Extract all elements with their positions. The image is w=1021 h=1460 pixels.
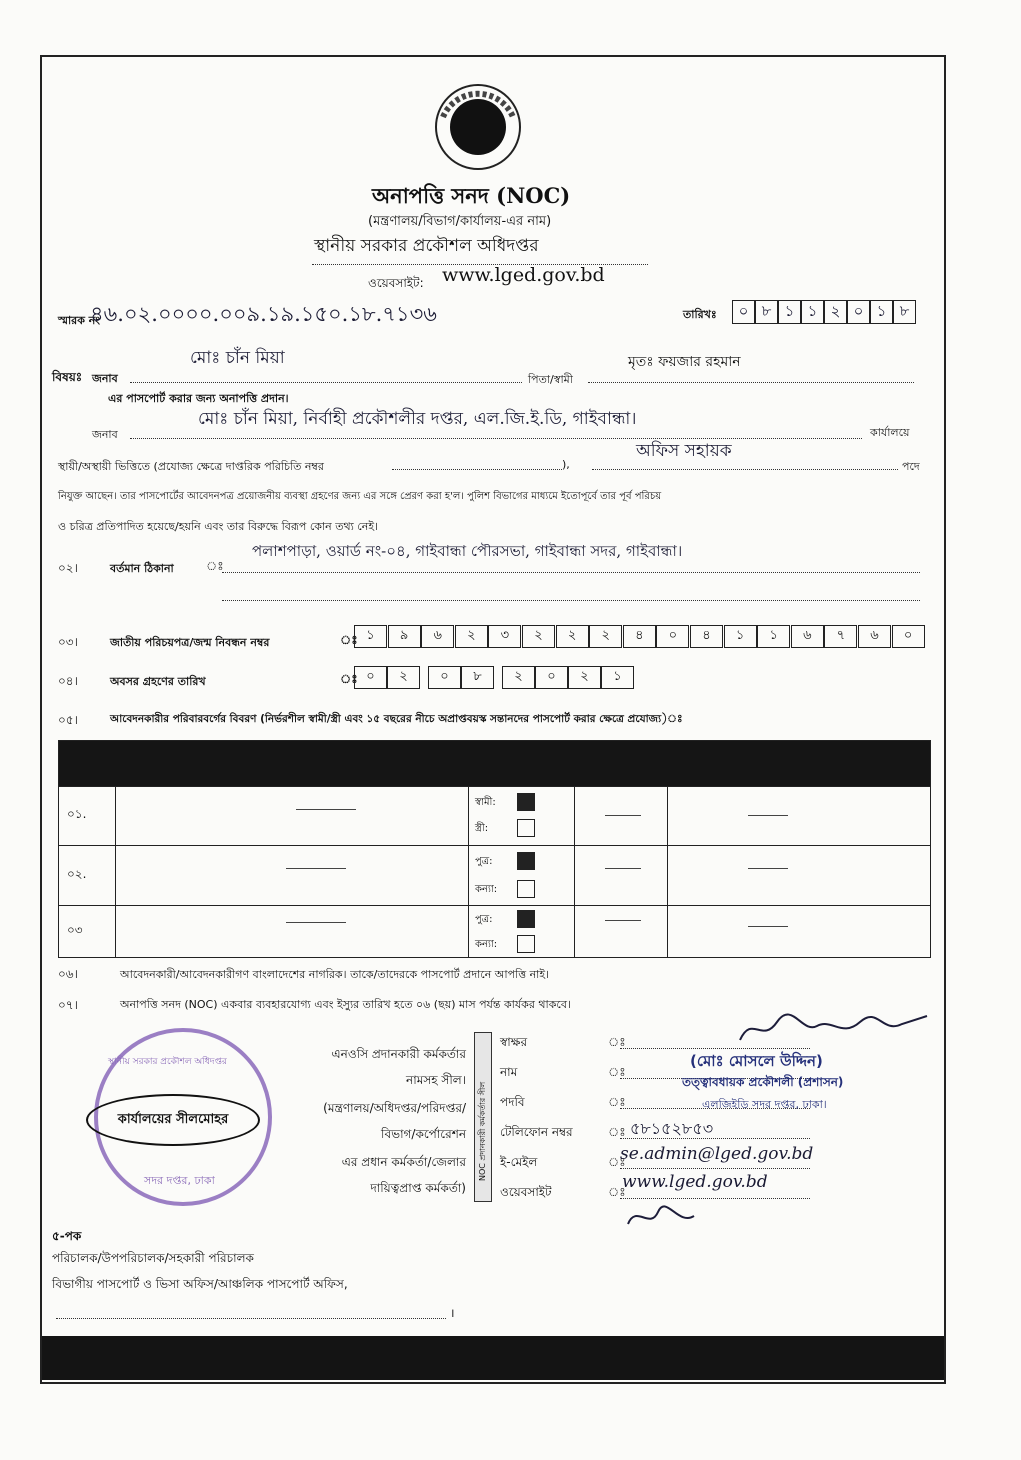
retirement-digit-box: ০	[354, 666, 387, 689]
signatory-email: se.admin@lged.gov.bd	[620, 1144, 814, 1164]
relation-checkbox-2[interactable]	[517, 880, 535, 898]
retirement-digit-box: ৮	[461, 666, 494, 689]
post-suffix: পদে	[902, 460, 920, 473]
recipient-line-2: বিভাগীয় পাসপোর্ট ও ভিসা অফিস/আঞ্চলিক পাসপোর্ট অফিস,	[52, 1277, 348, 1291]
relation-checkbox-2[interactable]	[517, 935, 535, 953]
signatory-field-colon: ঃ	[608, 1065, 626, 1079]
relation-checkbox-1[interactable]	[517, 852, 535, 870]
family-table-header	[59, 741, 931, 787]
recipient-dotted-line	[56, 1318, 446, 1319]
item06-number: ০৬।	[58, 967, 78, 981]
signatory-field-colon: ঃ	[608, 1155, 626, 1169]
nid-digit-box: ০	[892, 625, 925, 648]
father-line	[588, 382, 914, 383]
family-table-row-3	[59, 906, 931, 958]
nid-digit-box: ২	[455, 625, 488, 648]
body-paragraph-2: ও চরিত্র প্রতিপাদিত হয়েছে/হয়নি এবং তার বিরুদ্ধে বিরূপ কোন তথ্য নেই।	[58, 520, 378, 533]
date-digit-box: ২	[824, 300, 847, 324]
retirement-digit-box: ২	[568, 666, 601, 689]
row-number: ০২.	[59, 846, 116, 906]
item04-colon: ঃ	[340, 672, 358, 686]
signatory-field-colon: ঃ	[608, 1185, 626, 1199]
body-paragraph-1: নিযুক্ত আছেন। তার পাসপোর্টের আবেদনপত্র প্রয়োজনীয় ব্যবস্থা গ্রহণের জন্য এর সঙ্গে প্রেরণ করা হ'ল। পুলিশ বিভাগের মাধ্যমে ইতোপূর্বে তার পূর্ব পরিচয়	[58, 491, 662, 502]
office-suffix: কার্যালয়ে	[870, 426, 910, 439]
date-digit-box: ৮	[893, 300, 916, 324]
date-digit-box: ১	[870, 300, 893, 324]
office-seal-text: কার্যালয়ের সীলমোহর	[117, 1111, 229, 1127]
item04-label: অবসর গ্রহণের তারিখ	[110, 675, 206, 688]
row-nid-cell	[668, 906, 931, 958]
nid-digit-box: ২	[522, 625, 555, 648]
subject-name: মোঃ চাঁন মিয়া	[190, 348, 285, 368]
office-seal-label	[86, 1094, 260, 1146]
date-label: তারিখঃ	[683, 308, 717, 321]
subject-line2: এর পাসপোর্ট করার জন্য অনাপত্তি প্রদান।	[108, 392, 289, 405]
signatory-left-line: এনওসি প্রদানকারী কর্মকর্তার	[331, 1047, 466, 1061]
signatory-phone: ৫৮১৫২৮৫৩	[630, 1119, 714, 1138]
row-relation-cell	[469, 787, 575, 846]
vertical-stamp	[474, 1032, 492, 1202]
relation-option-2: কন্যা:	[475, 939, 498, 950]
retirement-digit-box: ০	[535, 666, 568, 689]
row-name-cell	[116, 906, 469, 958]
relation-option-2: স্ত্রী:	[475, 823, 489, 834]
tenure-line	[392, 469, 562, 470]
signatory-website: www.lged.gov.bd	[622, 1172, 768, 1192]
family-table-row-2	[59, 846, 931, 906]
address-line-2	[222, 600, 920, 601]
subject-janab: জনাব	[92, 372, 118, 385]
website-label: ওয়েবসাইট:	[368, 276, 424, 290]
nid-digit-box: ৬	[858, 625, 891, 648]
item02-label: বর্তমান ঠিকানা	[110, 562, 174, 575]
tenure-close: ),	[562, 458, 570, 471]
nid-digit-box: ০	[656, 625, 689, 648]
signatory-field-label: স্বাক্ষর	[500, 1035, 528, 1049]
row-nid-cell	[668, 846, 931, 906]
signatory-field-label: পদবি	[500, 1095, 525, 1109]
date-digit-box: ০	[847, 300, 870, 324]
relation-checkbox-1[interactable]	[517, 793, 535, 811]
row-number: ০৩	[59, 906, 116, 958]
item03-label: জাতীয় পরিচয়পত্র/জন্ম নিবন্ধন নম্বর	[110, 636, 270, 649]
nid-digit-box: ২	[589, 625, 622, 648]
body-janab: জনাব	[92, 428, 118, 441]
father-name: মৃতঃ ফয়জার রহমান	[628, 354, 741, 370]
nid-digit-box: ৬	[421, 625, 454, 648]
subject-name-line	[130, 382, 522, 383]
initial-scribble	[622, 1196, 702, 1239]
relation-option-1: পুত্র:	[475, 856, 493, 867]
row-dob-cell	[575, 787, 668, 846]
nid-digit-box: ৪	[623, 625, 656, 648]
row-dob-cell	[575, 906, 668, 958]
website-value: www.lged.gov.bd	[442, 264, 605, 286]
government-emblem	[418, 82, 538, 172]
item03-number: ০৩।	[58, 635, 78, 649]
signatory-left-line: এর প্রধান কর্মকর্তা/জেলার	[341, 1155, 466, 1169]
item07-text: অনাপত্তি সনদ (NOC) একবার ব্যবহারযোগ্য এবং ইস্যুর তারিখ হতে ০৬ (ছয়) মাস পর্যন্ত কার্যকর থাকবে।	[120, 998, 571, 1011]
signatory-office: এলজিইডি সদর দপ্তর, ঢাকা।	[702, 1098, 827, 1111]
tenure-text: স্থায়ী/অস্থায়ী ভিত্তিতে (প্রযোজ্য ক্ষেত্রে দাপ্তরিক পরিচিতি নম্বর	[58, 460, 324, 473]
nid-digit-box: ৯	[388, 625, 421, 648]
memo-number: ৪৬.০২.০০০০.০০৯.১৯.১৫০.১৮.৭১৩৬	[90, 302, 437, 326]
row-name-cell	[116, 846, 469, 906]
relation-option-1: স্বামী:	[475, 797, 496, 808]
date-digit-box: ৮	[755, 300, 778, 324]
applicant-detail: মোঃ চাঁন মিয়া, নির্বাহী প্রকৌশলীর দপ্তর, এল.জি.ই.ডি, গাইবান্ধা।	[198, 409, 637, 429]
header-bar	[59, 741, 931, 787]
signatory-field-colon: ঃ	[608, 1035, 626, 1049]
signatory-field-label: ই-মেইল	[500, 1155, 538, 1169]
signatory-left-line: নামসহ সীল।	[406, 1073, 466, 1087]
family-table-row-1	[59, 787, 931, 846]
nid-digit-box: ৪	[690, 625, 723, 648]
post-value: অফিস সহায়ক	[636, 441, 732, 461]
row-nid-cell	[668, 787, 931, 846]
signatory-left-line: (মন্ত্রণালয়/অধিদপ্তর/পরিদপ্তর/	[323, 1101, 466, 1115]
retirement-digit-box: ২	[502, 666, 535, 689]
retirement-digit-box: ১	[601, 666, 634, 689]
signatory-name: (মোঃ মোসলে উদ্দিন)	[690, 1052, 823, 1070]
row-number: ০১.	[59, 787, 116, 846]
seal-ring-text-top: স্থানীয় সরকার প্রকৌশল অধিদপ্তর	[108, 1057, 227, 1067]
address-value: পলাশপাড়া, ওয়ার্ড নং-০৪, গাইবান্ধা পৌরসভা, গাইবান্ধা সদর, গাইবান্ধা।	[252, 542, 683, 560]
nid-digit-box: ৩	[488, 625, 521, 648]
address-line-1	[222, 572, 920, 573]
recipient-end: ।	[450, 1306, 455, 1320]
signatory-field-colon: ঃ	[608, 1125, 626, 1139]
retirement-digit-box: ২	[387, 666, 420, 689]
recipient-line-1: পরিচালক/উপপরিচালক/সহকারী পরিচালক	[52, 1251, 254, 1265]
seal-ring-text-bottom: সদর দপ্তর, ঢাকা	[144, 1174, 215, 1187]
item06-text: আবেদনকারী/আবেদনকারীগণ বাংলাদেশের নাগরিক। তাকে/তাদেরকে পাসপোর্ট প্রদানে আপত্তি নাই।	[120, 968, 550, 981]
retirement-digit-box: ০	[428, 666, 461, 689]
document-subtitle: (মন্ত্রণালয়/বিভাগ/কার্যালয়-এর নাম)	[368, 214, 552, 229]
row-name-cell	[116, 787, 469, 846]
subject-label: বিষয়ঃ	[52, 370, 83, 384]
signatory-left-line: বিভাগ/কর্পোরেশন	[381, 1127, 466, 1141]
memo-label: স্মারক নং	[58, 314, 101, 327]
signatory-field-colon: ঃ	[608, 1095, 626, 1109]
date-digit-box: ০	[732, 300, 755, 324]
document-title: অনাপত্তি সনদ (NOC)	[372, 183, 571, 208]
nid-digit-box: ২	[556, 625, 589, 648]
row-dob-cell	[575, 846, 668, 906]
item03-colon: ঃ	[340, 633, 358, 647]
father-label: পিতা/স্বামী	[528, 373, 573, 386]
item05-label: আবেদনকারীর পরিবারবর্গের বিবরণ (নির্ভরশীল স্বামী/স্ত্রী এবং ১৫ বছরের নীচে অপ্রাপ্তবয়স্ক সন্তানদের পাসপোর্ট করার ক্ষেত্রে প্রযোজ্য)ঃ	[110, 713, 683, 725]
item02-number: ০২।	[58, 561, 78, 575]
item07-number: ০৭।	[58, 998, 78, 1012]
item02-colon: ঃ	[206, 559, 224, 573]
item05-number: ০৫।	[58, 713, 78, 727]
nid-digit-box: ১	[354, 625, 387, 648]
signatory-field-label: টেলিফোন নম্বর	[500, 1125, 573, 1139]
item04-number: ০৪।	[58, 674, 78, 688]
family-table	[58, 740, 931, 958]
nid-digit-box: ৬	[791, 625, 824, 648]
row-relation-cell	[469, 906, 575, 958]
applicant-line	[130, 438, 862, 439]
relation-option-1: পুত্র:	[475, 914, 493, 925]
signatory-field-line	[620, 1168, 810, 1169]
date-digit-box: ১	[778, 300, 801, 324]
vertical-stamp-text: NOC প্রদানকারী কর্মকর্তার সীল	[478, 1081, 487, 1181]
signatory-field-label: নাম	[500, 1065, 518, 1079]
via-label: ৫-পক	[52, 1229, 82, 1243]
relation-checkbox-1[interactable]	[517, 910, 535, 928]
signatory-designation: তত্ত্বাবধায়ক প্রকৌশলী (প্রশাসন)	[682, 1075, 844, 1089]
office-name: স্থানীয় সরকার প্রকৌশল অধিদপ্তর	[312, 233, 648, 265]
relation-checkbox-2[interactable]	[517, 819, 535, 837]
footer-bar	[42, 1336, 944, 1380]
post-line	[592, 469, 898, 470]
relation-option-2: কন্যা:	[475, 884, 498, 895]
nid-digit-box: ১	[757, 625, 790, 648]
nid-digit-box: ৭	[824, 625, 857, 648]
signatory-field-label: ওয়েবসাইট	[500, 1185, 552, 1199]
date-digit-box: ১	[801, 300, 824, 324]
nid-digit-box: ১	[724, 625, 757, 648]
row-relation-cell	[469, 846, 575, 906]
signatory-left-line: দায়িত্বপ্রাপ্ত কর্মকর্তা)	[370, 1181, 466, 1195]
